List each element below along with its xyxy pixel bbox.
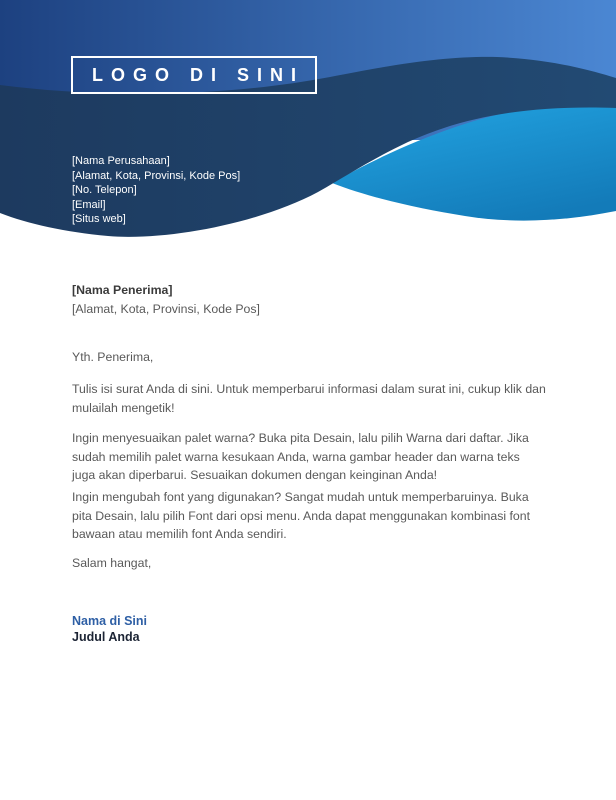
recipient-address-placeholder[interactable]: [Alamat, Kota, Provinsi, Kode Pos] <box>72 301 260 316</box>
company-phone-placeholder[interactable]: [No. Telepon] <box>72 184 137 196</box>
closing-text: Salam hangat, <box>72 556 152 570</box>
body-paragraph-1: Tulis isi surat Anda di sini. Untuk memperbarui informasi dalam surat ini, cukup klik dan mulailah mengetik! <box>72 382 546 415</box>
body-paragraph-2: Ingin menyesuaikan palet warna? Buka pita Desain, lalu pilih Warna dari daftar. Jika sudah memilih palet warna kesukaan Anda, warna gambar header dan warna teks juga akan diperbarui. Sesuaikan dokumen dengan keinginan Anda! <box>72 431 529 482</box>
company-website-placeholder[interactable]: [Situs web] <box>72 213 126 225</box>
company-name-placeholder[interactable]: [Nama Perusahaan] <box>72 155 170 167</box>
company-info-block <box>72 154 240 227</box>
body-paragraph-3: Ingin mengubah font yang digunakan? Sangat mudah untuk memperbaruinya. Buka pita Desain, lalu pilih Font dari opsi menu. Anda dapat menggunakan kombinasi font bawaan atau memilih font Anda sendiri. <box>72 490 531 541</box>
salutation-text: Yth. Penerima, <box>72 350 154 364</box>
logo-placeholder-text: LOGO DI SINI <box>91 64 304 85</box>
recipient-block <box>72 281 546 318</box>
company-email-placeholder[interactable]: [Email] <box>72 198 106 211</box>
signature-title-placeholder[interactable]: Judul Anda <box>72 630 140 644</box>
recipient-name-placeholder[interactable]: [Nama Penerima] <box>72 283 173 297</box>
logo-placeholder-box[interactable] <box>71 56 317 94</box>
signature-block <box>72 613 546 645</box>
company-address-placeholder[interactable]: [Alamat, Kota, Provinsi, Kode Pos] <box>72 169 241 182</box>
signature-name-placeholder[interactable]: Nama di Sini <box>72 614 148 628</box>
